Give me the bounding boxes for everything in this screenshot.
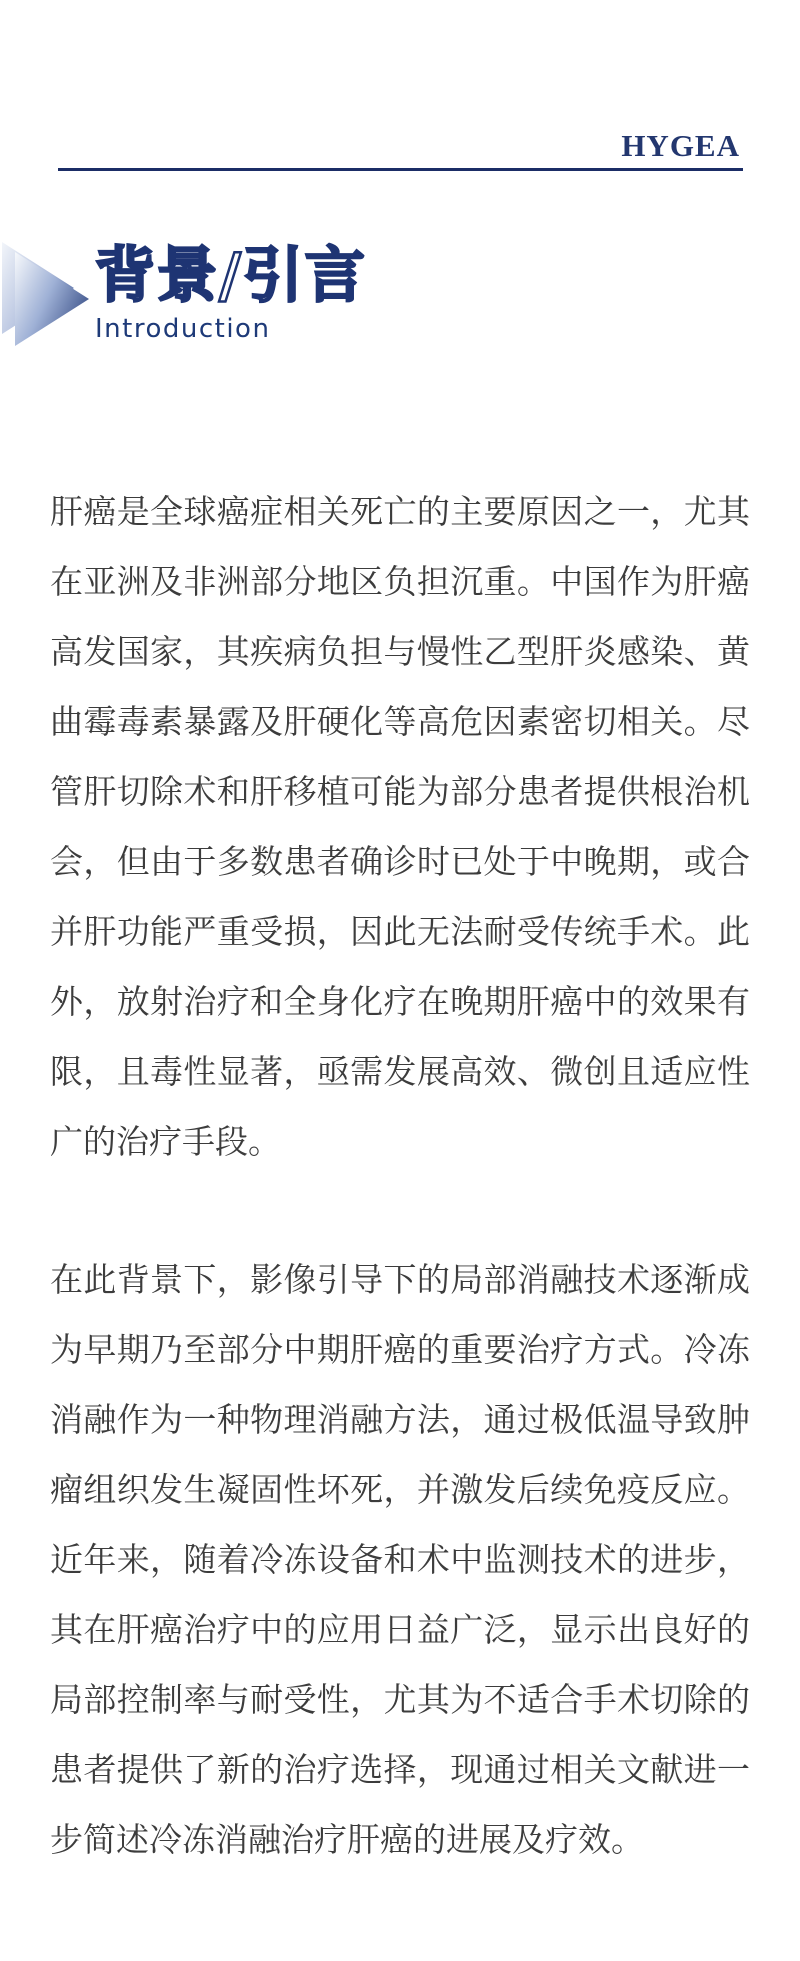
header-divider-line <box>58 168 743 171</box>
paragraph-background: 肝癌是全球癌症相关死亡的主要原因之一，尤其在亚洲及非洲部分地区负担沉重。中国作为肝癌高发国家，其疾病负担与慢性乙型肝炎感染、黄曲霉毒素暴露及肝硬化等高危因素密切相关。尽管肝切除术和肝移植可能为部分患者提供根治机会，但由于多数患者确诊时已处于中晚期，或合并肝功能严重受损，因此无法耐受传统手术。此外，放射治疗和全身化疗在晚期肝癌中的效果有限，且毒性显著，亟需发展高效、微创且适应性广的治疗手段。 <box>50 492 750 1161</box>
paragraph-cryoablation-intro: 在此背景下，影像引导下的局部消融技术逐渐成为早期乃至部分中期肝癌的重要治疗方式。冷冻消融作为一种物理消融方法，通过极低温导致肿瘤组织发生凝固性坏死，并激发后续免疫反应。近年来，随着冷冻设备和术中监测技术的进步，其在肝癌治疗中的应用日益广泛，显示出良好的局部控制率与耐受性，尤其为不适合手术切除的患者提供了新的治疗选择，现通过相关文献进一步简述冷冻消融治疗肝癌的进展及疗效。 <box>50 1260 750 1859</box>
brand-logo-text: HYGEA <box>621 128 740 163</box>
chevron-right-icon <box>0 240 95 352</box>
section-title: 背景/引言 <box>95 241 367 311</box>
chevron-front-layer <box>15 252 89 346</box>
section-subtitle: Introduction <box>95 314 271 344</box>
section-title-block <box>95 240 367 344</box>
section-header <box>0 240 367 352</box>
article-body <box>50 477 750 1875</box>
